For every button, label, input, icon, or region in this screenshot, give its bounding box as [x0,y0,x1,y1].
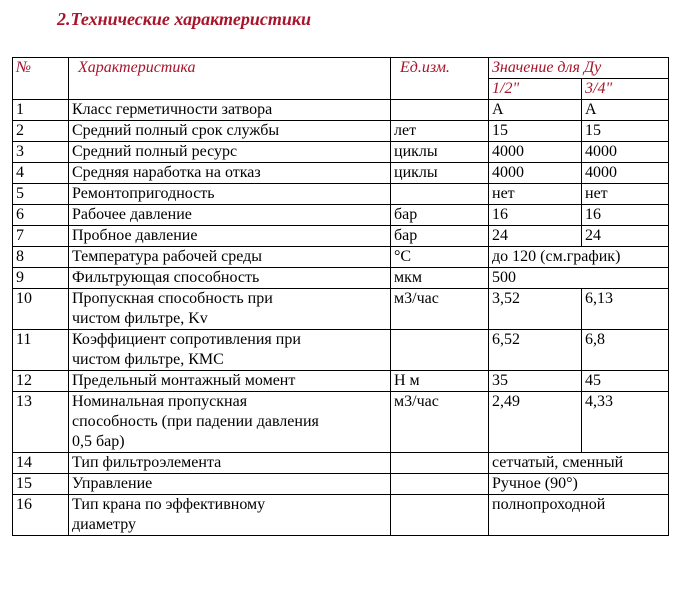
table-row [13,121,669,142]
row-value-1: 4000 [489,163,582,184]
row-name: Управление [69,474,391,495]
row-value-1: 16 [489,205,582,226]
row-name-line: Тип крана по эффективному [72,496,266,513]
table-row [13,142,669,163]
row-value-2: 24 [582,226,669,247]
row-num: 2 [13,121,69,142]
row-value-1: A [489,100,582,121]
row-value-2: нет [582,184,669,205]
row-num: 8 [13,247,69,268]
row-name-line: чистом фильтре, КМС [72,351,224,368]
row-value-merged: до 120 (см.график) [489,247,669,268]
table-row [13,392,669,453]
row-name [69,392,391,453]
row-name: Рабочее давление [69,205,391,226]
row-value-2: 16 [582,205,669,226]
row-name: Температура рабочей среды [69,247,391,268]
row-value-1: 24 [489,226,582,247]
table-row [13,184,669,205]
row-value-merged: Ручное (90°) [489,474,669,495]
row-value-1: 35 [489,371,582,392]
specs-table [12,57,669,536]
row-name-line: способность (при падении давления [72,413,319,430]
row-num: 13 [13,392,69,453]
row-unit: °С [391,247,489,268]
row-name: Тип фильтроэлемента [69,453,391,474]
row-value-2: 4000 [582,163,669,184]
table-row [13,226,669,247]
row-name: Средняя наработка на отказ [69,163,391,184]
row-value-2: 6,13 [582,289,669,330]
row-name [69,495,391,536]
row-value-1: нет [489,184,582,205]
row-name: Фильтрующая способность [69,268,391,289]
row-value-2: 4,33 [582,392,669,453]
row-num: 6 [13,205,69,226]
table-row [13,205,669,226]
row-name-line: Номинальная пропускная [72,393,248,410]
row-value-merged: 500 [489,268,669,289]
row-name [69,289,391,330]
row-value-2: 45 [582,371,669,392]
row-unit [391,453,489,474]
row-value-2: 6,8 [582,330,669,371]
row-num: 9 [13,268,69,289]
row-num: 16 [13,495,69,536]
row-name: Ремонтопригодность [69,184,391,205]
row-name [69,330,391,371]
table-row [13,163,669,184]
row-num: 7 [13,226,69,247]
table-row [13,495,669,536]
row-value-1: 3,52 [489,289,582,330]
header-num: № [13,58,69,100]
table-row [13,371,669,392]
header-dn-three-quarter: 3/4" [582,79,669,100]
row-num: 3 [13,142,69,163]
row-unit [391,100,489,121]
header-value: Значение для Ду [489,58,669,79]
table-row [13,474,669,495]
row-value-1: 15 [489,121,582,142]
row-num: 4 [13,163,69,184]
row-value-2: A [582,100,669,121]
row-unit: бар [391,226,489,247]
table-row [13,100,669,121]
row-name-line: чистом фильтре, Kv [72,310,208,327]
row-unit [391,330,489,371]
table-row [13,453,669,474]
row-unit: м3/час [391,392,489,453]
row-name: Пробное давление [69,226,391,247]
row-name-line: 0,5 бар) [72,433,125,450]
row-value-2: 15 [582,121,669,142]
row-num: 1 [13,100,69,121]
row-unit: мкм [391,268,489,289]
row-num: 5 [13,184,69,205]
row-value-1: 2,49 [489,392,582,453]
row-value-1: 6,52 [489,330,582,371]
row-name-line: диаметру [72,516,137,533]
row-num: 14 [13,453,69,474]
row-value-2: 4000 [582,142,669,163]
row-unit: м3/час [391,289,489,330]
row-name: Средний полный ресурс [69,142,391,163]
row-value-1: 4000 [489,142,582,163]
row-name-line: Пропускная способность при [72,290,273,307]
row-name: Предельный монтажный момент [69,371,391,392]
row-unit [391,474,489,495]
row-unit [391,495,489,536]
row-num: 12 [13,371,69,392]
table-row [13,330,669,371]
header-row [13,58,669,79]
table-row [13,268,669,289]
row-unit: циклы [391,142,489,163]
row-name: Средний полный срок службы [69,121,391,142]
row-num: 10 [13,289,69,330]
row-num: 11 [13,330,69,371]
row-unit [391,184,489,205]
row-unit: лет [391,121,489,142]
page-title: 2.Технические характеристики [57,9,311,29]
row-unit: бар [391,205,489,226]
header-characteristic: Характеристика [69,58,391,100]
row-name: Класс герметичности затвора [69,100,391,121]
row-value-merged: сетчатый, сменный [489,453,669,474]
row-name-line: Коэффициент сопротивления при [72,331,301,348]
header-dn-half: 1/2" [489,79,582,100]
row-value-merged: полнопроходной [489,495,669,536]
row-num: 15 [13,474,69,495]
table-row [13,247,669,268]
table-row [13,289,669,330]
row-unit: циклы [391,163,489,184]
header-unit: Ед.изм. [391,58,489,100]
row-unit: Н м [391,371,489,392]
